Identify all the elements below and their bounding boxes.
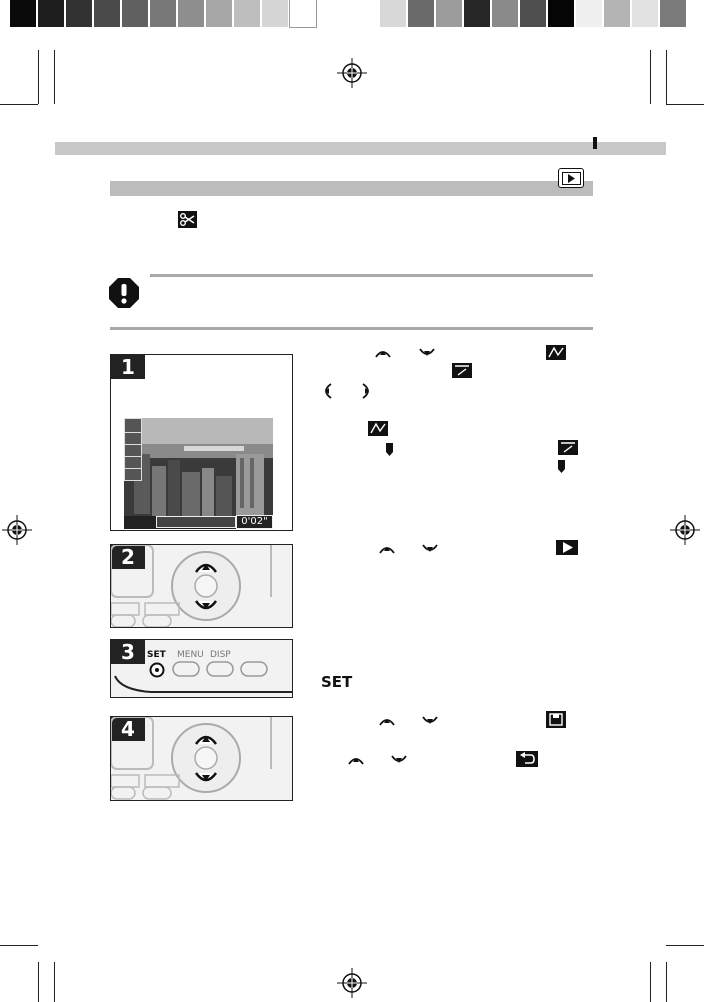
color-swatch — [150, 0, 176, 27]
color-swatch — [290, 0, 316, 27]
save-new-file-icon — [546, 711, 566, 728]
step-number: 1 — [111, 355, 145, 379]
play-icon — [556, 540, 578, 555]
crop-mark — [666, 50, 667, 104]
right-button-icon — [361, 383, 373, 399]
color-swatch — [94, 0, 120, 27]
step-1-panel — [110, 354, 293, 531]
set-button-icon — [149, 662, 165, 678]
left-button-icon — [321, 383, 333, 399]
registration-mark — [670, 515, 700, 545]
camera-controls-illustration — [111, 545, 292, 627]
down-button-icon — [422, 543, 438, 555]
color-swatch — [492, 0, 518, 27]
color-swatch — [380, 0, 406, 27]
color-swatch — [632, 0, 658, 27]
color-swatch — [660, 0, 686, 27]
color-swatch — [576, 0, 602, 27]
step-3-panel — [110, 639, 293, 698]
exclamation-icon — [108, 277, 140, 309]
crop-mark — [666, 104, 704, 105]
crop-mark — [650, 50, 651, 104]
color-swatch — [66, 0, 92, 27]
section-rule — [110, 327, 593, 330]
crop-mark — [54, 50, 55, 104]
crop-mark — [666, 945, 704, 946]
caution-rule — [150, 274, 593, 277]
up-button-icon — [379, 543, 395, 555]
cut-front-icon — [368, 421, 388, 436]
color-swatch — [464, 0, 490, 27]
color-swatch — [604, 0, 630, 27]
color-swatch — [10, 0, 36, 27]
cut-front-icon — [546, 345, 566, 360]
crop-mark — [38, 962, 39, 1002]
menu-label: MENU — [177, 650, 204, 660]
down-button-icon — [391, 754, 407, 766]
registration-mark — [2, 515, 32, 545]
movie-edit-icon — [124, 418, 142, 433]
camera-controls-illustration — [111, 717, 292, 800]
color-bar-right — [380, 0, 690, 27]
up-button-icon — [348, 754, 364, 766]
camera-back-illustration — [111, 640, 292, 697]
step-number: 3 — [111, 640, 145, 664]
crop-mark — [54, 962, 55, 1002]
cut-point-marker-icon — [386, 443, 393, 456]
up-button-icon — [194, 560, 218, 574]
down-button-icon — [194, 599, 218, 613]
cut-point-marker-icon — [558, 460, 565, 473]
up-button-icon — [194, 732, 218, 746]
page-tab-marker — [593, 137, 597, 149]
header-band — [55, 142, 666, 155]
set-label: SET — [147, 650, 166, 660]
registration-mark — [337, 58, 367, 88]
disp-label: DISP — [210, 650, 231, 660]
color-swatch — [38, 0, 64, 27]
section-band — [110, 181, 593, 196]
color-swatch — [122, 0, 148, 27]
registration-mark — [337, 968, 367, 998]
down-button-icon — [194, 771, 218, 785]
color-swatch — [234, 0, 260, 27]
crop-mark — [0, 945, 38, 946]
exit-icon — [516, 751, 538, 767]
color-swatch — [436, 0, 462, 27]
color-swatch — [520, 0, 546, 27]
scissors-icon — [178, 211, 197, 228]
progress-bar — [156, 516, 236, 528]
crop-mark — [38, 50, 39, 104]
color-swatch — [206, 0, 232, 27]
cut-back-icon — [558, 440, 578, 455]
crop-mark — [0, 104, 38, 105]
exit-icon — [124, 468, 142, 481]
step-4-panel — [110, 716, 293, 801]
step-2-panel — [110, 544, 293, 628]
crop-mark — [650, 962, 651, 1002]
movie-timecode: 0'02" — [236, 515, 273, 529]
color-swatch — [178, 0, 204, 27]
color-swatch — [408, 0, 434, 27]
up-button-icon — [375, 347, 391, 359]
movie-screen — [124, 418, 273, 529]
down-button-icon — [419, 347, 435, 359]
step-number: 4 — [111, 717, 145, 741]
step-number: 2 — [111, 545, 145, 569]
cut-back-icon — [452, 363, 472, 378]
color-bar-left — [10, 0, 320, 27]
up-button-icon — [379, 715, 395, 727]
set-button-label: SET — [321, 673, 353, 691]
crop-mark — [666, 962, 667, 1002]
color-swatch — [548, 0, 574, 27]
down-button-icon — [422, 715, 438, 727]
play-mode-icon — [558, 168, 584, 188]
color-swatch — [262, 0, 288, 27]
